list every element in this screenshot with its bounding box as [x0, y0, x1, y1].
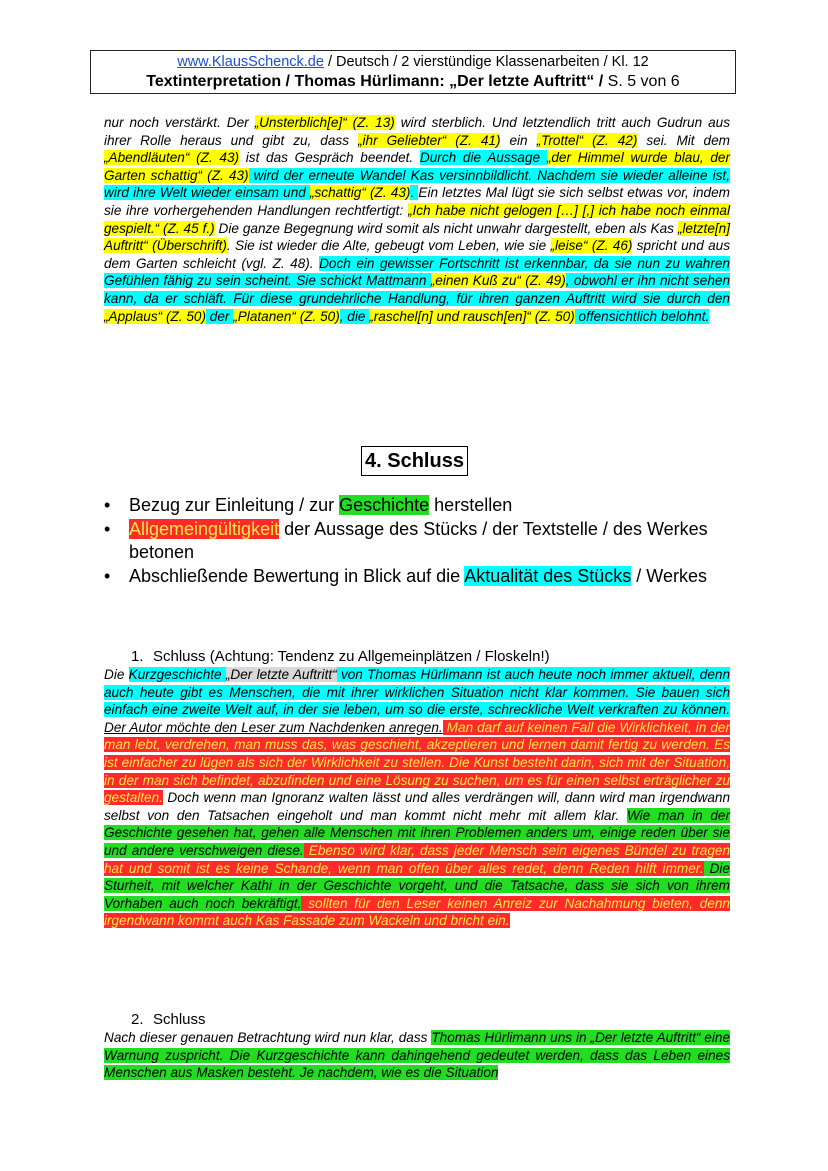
- text-segment: „Platanen“ (Z. 50): [233, 308, 340, 324]
- text-segment: von Thomas Hürlimann ist auch heute noch immer aktuell, denn auch heute gibt es Menschen, die mit ihrer wirklichen Situation nicht klar kommen. Sie bauen sich einfach eine zweite Welt auf, in der sie leben, um so die erste, schreckliche Welt verkraften zu können.: [104, 667, 730, 718]
- text-segment: Ebenso wird klar, dass jeder Mensch sein eigenes Bündel zu tragen hat und somit ist es keine Schande, wenn man offen über alles redet, denn Reden hilft immer.: [104, 842, 731, 876]
- section-heading: 4. Schluss: [361, 446, 468, 476]
- text-segment: „einen Kuß zu“ (Z. 49): [430, 273, 566, 289]
- guideline-text: Geschichte: [339, 495, 430, 515]
- text-segment: „Unsterblich[e]“ (Z. 13): [254, 115, 395, 130]
- text-segment: wird sterblich. Und letztendlich tritt auch Gudrun aus ihrer Rolle heraus und gibt zu, dass: [104, 115, 731, 148]
- text-segment: spricht und aus dem Garten schleicht (vgl. Z. 48).: [104, 238, 730, 271]
- text-segment: der: [206, 308, 234, 324]
- text-segment: „Trottel“ (Z. 42): [536, 132, 638, 148]
- text-segment: „raschel[n] und rausch[en]“ (Z. 50): [369, 308, 575, 324]
- text-segment: , obwohl er ihn nicht sehen kann, da er schläft. Für diese grundehrliche Handlung, für ihren ganzen Auftritt wird sie durch den: [104, 273, 731, 306]
- text-segment: Durch die Aussage: [419, 150, 547, 166]
- interpretation-paragraph: [104, 114, 730, 325]
- text-segment: , die: [339, 308, 370, 324]
- text-segment: Doch wenn man Ignoranz walten lässt und alles verdrängen will, dann wird man irgendwann selbst von den Tatsachen eingeholt und man kommt nicht mehr mit allem klar.: [104, 790, 730, 823]
- website-link[interactable]: www.KlausSchenck.de: [177, 54, 324, 70]
- text-segment: „Der letzte Auftritt“: [225, 667, 337, 682]
- text-segment: Der Autor möchte den Leser zum Nachdenken anregen.: [104, 719, 443, 735]
- text-segment: sei. Mit dem: [637, 132, 730, 148]
- page-number: S. 5 von 6: [603, 73, 680, 90]
- guideline-text: Abschließende Bewertung in Blick auf die: [129, 566, 465, 586]
- text-segment: Doch ein gewisser Fortschritt ist erkennbar, da sie nun zu wahren Gefühlen fähig zu sein scheint. Sie schickt Mattmann: [104, 255, 730, 289]
- text-segment: ist das Gespräch beendet.: [239, 150, 420, 166]
- guideline-item: [98, 518, 738, 564]
- text-segment: Die Sturheit, mit welcher Kathi in der Geschichte vorgeht, und die Tatsache, dass sie sich von ihrem Vorhaben auch noch bekräftigt,: [104, 860, 730, 911]
- text-segment: „der Himmel wurde blau, der Garten schattig“ (Z. 43): [104, 150, 731, 183]
- schluss-2-number: 2.: [131, 1011, 144, 1028]
- text-segment: „leise“ (Z. 46): [550, 238, 633, 254]
- text-segment: Wie man in der Geschichte gesehen hat, gehen alle Menschen mit ihren Problemen anders um, einige reden über sie und andere verschweigen diese.: [104, 807, 731, 858]
- schluss-1-number: 1.: [131, 648, 144, 665]
- text-segment: „letzte[n] Auftritt“ (Überschrift): [104, 220, 731, 254]
- schluss-2-title: Schluss: [153, 1011, 206, 1028]
- schluss-2-heading: [131, 1010, 206, 1029]
- guideline-text: / Werkes: [631, 566, 707, 586]
- schluss-1-heading: [131, 647, 550, 666]
- guideline-text: Aktualität des Stücks: [464, 566, 632, 586]
- schluss-1-title: Schluss (Achtung: Tendenz zu Allgemeinplätzen / Floskeln!): [153, 648, 550, 665]
- text-segment: Kurzgeschichte: [128, 667, 226, 682]
- document-title: Textinterpretation / Thomas Hürlimann: „Der letzte Auftritt“ /: [146, 73, 604, 90]
- text-segment: sollten für den Leser keinen Anreiz zur Nachahmung bieten, denn irgendwann kommt auch Kas Fassade zum Wackeln und bricht ein.: [104, 895, 730, 929]
- text-segment: Man darf auf keinen Fall die Wirklichkeit, in der man lebt, verdrehen, man muss das, was geschieht, akzeptieren und lernen damit fertig zu werden. Es ist einfacher zu lügen als sich der Wirklichkeit zu stellen. Die Kunst besteht darin, sich mit der Situation, in der man sich befindet, abzufinden und eine Lösung zu suchen, um es für einen selbst erträglicher zu gestalten.: [104, 719, 730, 806]
- schluss-1-paragraph: [104, 666, 730, 930]
- header-line-2: [91, 72, 735, 92]
- schluss-2-paragraph: [104, 1029, 730, 1082]
- text-segment: nur noch verstärkt. Der: [104, 115, 255, 130]
- guideline-item: [98, 494, 738, 517]
- guideline-text: der Aussage des Stücks / der Textstelle / des Werkes betonen: [129, 519, 708, 562]
- guideline-text: Allgemeingültigkeit: [129, 519, 280, 539]
- text-segment: Die ganze Begegnung wird somit als nicht unwahr dargestellt, eben als Kas: [214, 220, 678, 236]
- text-segment: „ihr Geliebter“ (Z. 41): [357, 132, 501, 148]
- guideline-text: Bezug zur Einleitung / zur: [129, 495, 340, 515]
- text-segment: ein: [500, 132, 537, 148]
- text-segment: . Sie ist wieder die Alte, gebeugt vom Leben, wie sie: [226, 238, 551, 254]
- text-segment: wird der erneute Wandel Kas versinnbildlicht. Nachdem sie wieder alleine ist, wird ihre Welt wieder einsam und: [104, 167, 730, 201]
- text-segment: Ein letztes Mal lügt sie sich selbst etwas vor, indem sie ihre vorhergehenden Handlungen rechtfertigt:: [104, 185, 730, 218]
- text-segment: Nach dieser genauen Betrachtung wird nun klar, dass: [104, 1030, 432, 1045]
- text-segment: „schattig“ (Z. 43): [309, 185, 411, 201]
- guideline-text: herstellen: [429, 495, 513, 515]
- schluss-guidelines-list: [98, 494, 738, 589]
- header-line-1: [91, 53, 735, 72]
- page-header: [90, 50, 736, 94]
- text-segment: „Applaus“ (Z. 50): [104, 308, 206, 324]
- text-segment: offensichtlich belohnt.: [574, 308, 710, 324]
- text-segment: Thomas Hürlimann uns in „Der letzte Auftritt“ eine Warnung zuspricht. Die Kurzgeschichte kann dahingehend gedeutet werden, dass das Leben eines Menschen aus Masken besteht. Je nachdem, wie es die Situation: [104, 1030, 731, 1081]
- text-segment: „Ich habe nicht gelogen […] [,] ich habe noch einmal gespielt.“ (Z. 45 f.): [104, 202, 730, 236]
- text-segment: „Abendläuten“ (Z. 43): [104, 150, 240, 166]
- guideline-item: [98, 565, 738, 588]
- text-segment: Die: [104, 667, 129, 682]
- text-segment: .: [410, 185, 419, 201]
- header-subject: / Deutsch / 2 vierstündige Klassenarbeiten / Kl. 12: [323, 54, 649, 70]
